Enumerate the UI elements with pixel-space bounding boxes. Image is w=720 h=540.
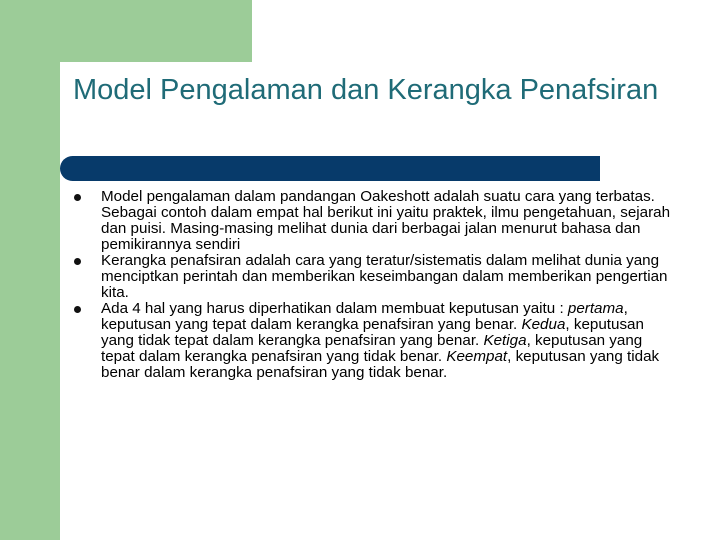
bullet-text-part: , keputusan yang tepat dalam kerangka penafsiran yang tidak benar. bbox=[101, 332, 643, 365]
emphasis-pertama: pertama bbox=[567, 300, 624, 317]
bullet-text-intro: Ada 4 hal yang harus diperhatikan dalam membuat keputusan yaitu : bbox=[101, 300, 568, 317]
emphasis-keempat: Keempat bbox=[446, 348, 508, 365]
bullet-text-part: , keputusan yang tepat dalam kerangka penafsiran yang benar. bbox=[101, 300, 628, 333]
bullet-dot-icon bbox=[74, 258, 81, 265]
bullet-text: Model pengalaman dalam pandangan Oakeshott adalah suatu cara yang terbatas. Sebagai contoh dalam empat hal berikut ini yaitu praktek, ilmu pengetahuan, sejarah dan puisi. Masing-masing melihat dunia dari berbagai jalan menurut bahasa dan pemikirannya sendiri bbox=[101, 188, 671, 253]
title-divider-bar bbox=[60, 156, 600, 181]
bullet-list bbox=[71, 189, 671, 381]
slide-title: Model Pengalaman dan Kerangka Penafsiran bbox=[73, 74, 659, 106]
bullet-dot-icon bbox=[74, 306, 81, 313]
bullet-text: Kerangka penafsiran adalah cara yang teratur/sistematis dalam melihat dunia yang menciptkan perintah dan memberikan keseimbangan dalam memberikan pengertian kita. bbox=[101, 252, 668, 301]
emphasis-kedua: Kedua bbox=[521, 316, 566, 333]
bullet-item bbox=[71, 189, 671, 253]
decorative-green-bar-left bbox=[0, 0, 60, 540]
bullet-item bbox=[71, 253, 671, 301]
bullet-item bbox=[71, 301, 671, 381]
bullet-dot-icon bbox=[74, 194, 81, 201]
bullet-text-part: , keputusan yang tidak tepat dalam kerangka penafsiran yang benar. bbox=[101, 316, 644, 349]
bullet-text-part: , keputusan yang tidak benar dalam kerangka penafsiran yang tidak benar. bbox=[101, 348, 660, 381]
emphasis-ketiga: Ketiga bbox=[483, 332, 527, 349]
